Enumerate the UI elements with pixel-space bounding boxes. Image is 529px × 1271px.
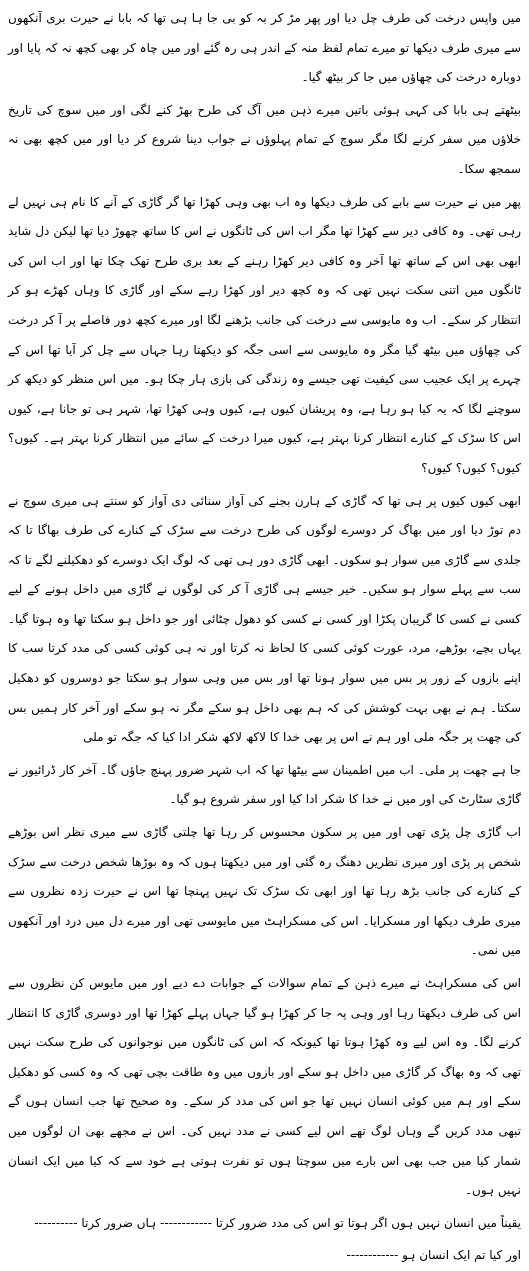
paragraph-7: اس کی مسکراہٹ نے میرے ذہن کے تمام سوالات کے جوابات دے دیے اور میں مایوس کن نظروں سے اس کی طرف دیکھتا رہا اور وہی پہ جا کر کھڑا ہو گیا جہاں پہلے کھڑا تھا اور دوسری گاڑی کا انتظار کرنے لگا۔ وہ اس لیے وہ کھڑا ہوتا تھا کیونکہ کہ اس کی ٹانگوں میں نوجوانوں کی طرح سکت نہیں تھی کہ وہ بھاگ کر گاڑی میں داخل ہو سکے اور بازوں میں وہ طاقت بچی تھی کہ وہ کسی کو دھکیل سکے اور ہم میں کوئی انسان نہیں تھا جو اس کی مدد کر سکے۔ وہ صحیح تھا جب انسان ہوں گے تبھی مدد کریں گے وہاں لوگ تھے اس لیے کسی نے مدد نہیں کی۔ اس نے مجھے بھی ان لوگوں میں شمار کیا میں جب بھی اس بارے میں سوچتا ہوں تو نفرت ہوتی ہے خود سے کہ کیا میں ایک انسان نہیں ہوں۔ bbox=[8, 976, 521, 1198]
paragraph-5: جا ہے چھت پر ملی۔ اب میں اطمینان سے بیٹھا تھا کہ اب شہر ضرور پہنچ جاؤں گا۔ آخر کار ڈرائیور نے گاڑی سٹارٹ کی اور میں نے خدا کا شکر ادا کیا اور سفر شروع ہو گیا۔ bbox=[8, 762, 521, 807]
paragraph-2: بیٹھتے ہی بابا کی کہی ہوئی باتیں میرے ذہن میں آگ کی طرح بھڑ کنے لگی اور میں سوچ کی تاریخ خلاؤں میں سفر کرنے لگا مگر سوچ کے تمام پہلوؤں نے جواب دینا شروع کر دیا اور میں کچھ بھی نہ سمجھ سکا۔ bbox=[8, 102, 521, 176]
closing-line-1: یقیناً میں انسان نہیں ہوں اگر ہوتا تو اس کی مدد ضرور کرتا ------------ ہاں ضرور کرتا ---------- bbox=[34, 1215, 521, 1230]
closing-line-2: اور کیا تم ایک انسان ہو ------------ bbox=[346, 1248, 521, 1263]
paragraph-1: میں واپس درخت کی طرف چل دیا اور پھر مڑ کر بہ کو بی جا ہا ہی تھا کہ بابا نے حیرت بری آنکھوں سے میری طرف دیکھا تو میرے تمام لفظ منہ کے اندر ہی رہ گئے اور میں چاہ کر بھی کچھ نہ کہ پایا اور دوبارہ درخت کی چھاؤں میں جا کر بیٹھ گیا۔ bbox=[8, 11, 521, 85]
paragraph-3: پھر میں نے حیرت سے بابے کی طرف دیکھا وہ اب بھی وہی کھڑا تھا گر گاڑی کے آنے کا نام ہی نہیں لے رہی تھی۔ وہ کافی دیر سے کھڑا تھا مگر اب اس کی ٹانگوں نے اس کا ساتھ چھوڑ دیا تھا لیکن دل شاید ابھی بھی اس کے ساتھ تھا آخر وہ کافی دیر کھڑا رہنے کے بعد بری طرح تھک چکا تھا اور اب اس کی ٹانگوں میں اتنی سکت نہیں تھی کہ وہ کچھ دیر اور کھڑا رہے سکے اور گاڑی کا وہاں کھڑے ہو کر انتظار کر سکے۔ اب وہ مایوسی سے درخت کی جانب بڑھنے لگا اور میرے کچھ دور فاصلے پر آ کر درخت کی چھاؤں میں بیٹھ گیا مگر وہ مایوسی سے اسی جگہ کو دیکھتا رہا جہاں سے چل کر آیا تھا اس کے چہرے پر ایک عجیب سی کیفیت تھی جیسے وہ زندگی کی بازی ہار چکا ہو۔ میں اس منظر کو دیکھ کر سوچنے لگا کہ یہ کیا ہو رہا ہے، وہ پریشان کیوں ہے، کیوں وہی کھڑا تھا، شہر ہی تو جانا ہے، کیوں اس کا سڑک کے کنارے انتظار کرنا بہتر ہے، کیوں میرا درخت کے سائے میں انتظار کرنا بہتر ہے۔ کیوں؟ کیوں؟ کیوں؟ کیوں؟ bbox=[8, 194, 521, 475]
paragraph-6: اب گاڑی چل پڑی تھی اور میں پر سکون محسوس کر رہا تھا چلتی گاڑی سے میری نظر اس بوڑھے شخص پر پڑی اور میری نظریں دھنگ رہ گئی اور میں دیکھتا ہوں کہ وہ بوڑھا شخص درخت سے سڑک کے کنارے کی جانب بڑھ رہا تھا اور ابھی تک سڑک تک نہیں پہنچا تھا اس نے حیرت زدہ نظروں سے میری طرف دیکھا اور مسکرایا۔ اس کی مسکراہٹ میں مایوسی تھی اور میرے دل میں درد اور آنکھوں میں نمی۔ bbox=[8, 825, 521, 958]
paragraph-4: ابھی کیوں کیوں پر ہی تھا کہ گاڑی کے ہارن بجنے کی آواز سنائی دی آواز کو سنتے ہی میری سوچ نے دم توڑ دیا اور میں بھاگ کر دوسرے لوگوں کی طرح درخت سے سڑک کے کنارے کی طرف بھاگا تا کہ جلدی سے گاڑی میں سوار ہو سکوں۔ ابھی گاڑی دور ہی تھی کہ لوگ ایک دوسرے کو دھکیلنے لگے تا کہ سب سے پہلے سوار ہو سکیں۔ خیر جیسے ہی گاڑی آ کر کی لوگوں نے گاڑی میں داخل ہونے کے لیے کسی نے کسی کا گریبان پکڑا اور کسی نے کسی کو دھول چٹائی اور جو داخل ہو سکتا تھا وہ ہوتا گیا۔ یہاں بچے، بوڑھے، مرد، عورت کوئی کسی کا لحاظ نہ کرتا اور نہ ہی کوئی کسی کی مدد کرتا سب کا اپنے بازوں کے زور پر بس میں سوار ہونا تھا اور بس میں وہی سوار ہو سکتا جو دوسروں کو دھکیل سکتا۔ ہم نے بھی بہت کوشش کی کہ ہم بھی داخل ہو سکے مگر نہ ہو سکے اور آخر کار ہمیں بس کی چھت پر جگہ ملی اور ہم نے اس پر بھی خدا کا لاکھ لاکھ شکر ادا کیا کہ جگہ تو ملی bbox=[8, 493, 521, 745]
